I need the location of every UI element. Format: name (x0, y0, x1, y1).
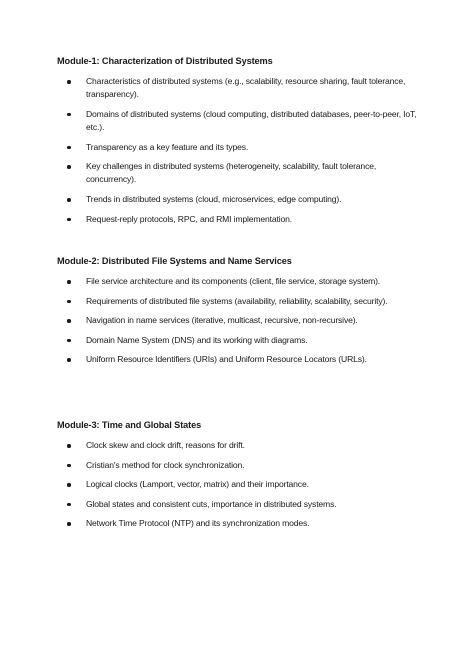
bullet-icon (67, 319, 71, 323)
list-item (57, 108, 427, 134)
bullet-icon (67, 218, 71, 222)
bullet-icon (67, 464, 71, 468)
module-2-topic-list (57, 275, 427, 367)
list-item (57, 334, 427, 347)
bullet-icon (67, 483, 71, 487)
list-item (57, 353, 427, 366)
list-item (57, 213, 427, 226)
module-1-heading: Module-1: Characterization of Distributed Systems (57, 56, 273, 66)
list-item (57, 517, 427, 530)
list-item-text: Transparency as a key feature and its types. (86, 141, 249, 152)
list-item (57, 275, 427, 288)
bullet-icon (67, 146, 71, 150)
bullet-icon (67, 80, 71, 84)
bullet-icon (67, 444, 71, 448)
list-item-text: Global states and consistent cuts, importance in distributed systems. (86, 498, 337, 509)
module-3-heading: Module-3: Time and Global States (57, 420, 202, 430)
bullet-icon (67, 198, 71, 202)
module-3-section (57, 419, 427, 537)
bullet-icon (67, 339, 71, 343)
list-item-text: Navigation in name services (iterative, multicast, recursive, non-recursive). (86, 315, 358, 326)
list-item (57, 459, 427, 472)
bullet-icon (67, 503, 71, 507)
list-item-text: Requirements of distributed file systems (availability, reliability, scalability, security). (86, 295, 388, 306)
list-item-text: Domain Name System (DNS) and its working with diagrams. (86, 334, 308, 345)
bullet-icon (67, 165, 71, 169)
list-item-text: Network Time Protocol (NTP) and its synchronization modes. (86, 518, 310, 529)
bullet-icon (67, 300, 71, 304)
list-item-text: Key challenges in distributed systems (heterogeneity, scalability, fault tolerance, concurrency). (86, 161, 377, 185)
list-item (57, 478, 427, 491)
list-item-text: File service architecture and its components (client, file service, storage system). (86, 276, 381, 286)
list-item-text: Logical clocks (Lamport, vector, matrix) and their importance. (86, 479, 309, 490)
list-item (57, 314, 427, 327)
list-item (57, 295, 427, 308)
list-item (57, 75, 427, 101)
bullet-icon (67, 358, 71, 362)
list-item (57, 439, 427, 452)
module-1-section (57, 55, 427, 232)
list-item-text: Clock skew and clock drift, reasons for drift. (86, 440, 245, 450)
bullet-icon (67, 522, 71, 526)
bullet-icon (67, 113, 71, 117)
list-item (57, 498, 427, 511)
list-item-text: Uniform Resource Identifiers (URIs) and Uniform Resource Locators (URLs). (86, 354, 367, 365)
module-2-heading: Module-2: Distributed File Systems and Name Services (57, 256, 292, 266)
list-item-text: Domains of distributed systems (cloud computing, distributed databases, peer-to-peer, IoT, etc.). (86, 108, 417, 132)
module-2-section (57, 255, 427, 373)
list-item-text: Trends in distributed systems (cloud, microservices, edge computing). (86, 193, 342, 204)
list-item-text: Cristian's method for clock synchronization. (86, 459, 245, 470)
module-3-topic-list (57, 439, 427, 531)
module-1-topic-list (57, 75, 427, 226)
list-item (57, 141, 427, 154)
bullet-icon (67, 280, 71, 284)
list-item-text: Characteristics of distributed systems (e.g., scalability, resource sharing, fault tolerance, transparency). (86, 76, 406, 100)
list-item (57, 160, 427, 186)
list-item-text: Request-reply protocols, RPC, and RMI implementation. (86, 213, 293, 224)
list-item (57, 193, 427, 206)
